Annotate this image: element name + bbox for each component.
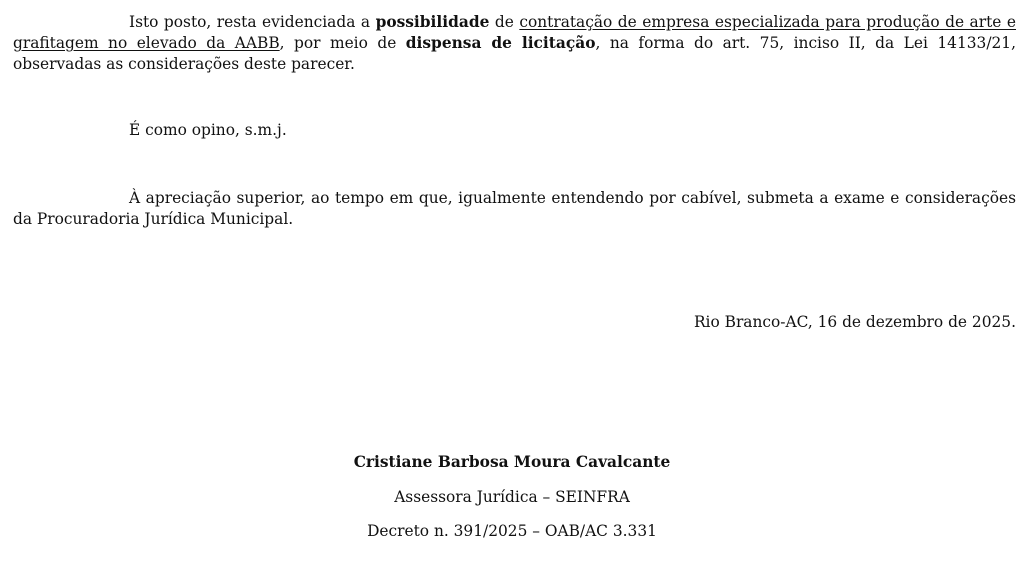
conclusion-text-1: Isto posto, resta evidenciada a	[129, 13, 376, 31]
signer-decree: Decreto n. 391/2025 – OAB/AC 3.331	[367, 522, 657, 540]
date-line: Rio Branco-AC, 16 de dezembro de 2025.	[693, 313, 1016, 331]
underlined-contract-object: contratação de empresa especializada para produção de arte e grafitagem no elevado da AABB	[13, 13, 1017, 52]
signer-name: Cristiane Barbosa Moura Cavalcante	[353, 453, 671, 471]
conclusion-text-2: de	[489, 13, 520, 31]
opinion-paragraph: É como opino, s.m.j.	[129, 121, 287, 139]
signer-role: Assessora Jurídica – SEINFRA	[394, 488, 630, 506]
bold-dispensa-licitacao: dispensa de licitação	[405, 34, 596, 52]
referral-paragraph: À apreciação superior, ao tempo em que, igualmente entendendo por cabível, submeta a exame e considerações da Procuradoria Jurídica Municipal.	[13, 189, 1016, 228]
conclusion-text-4: , na forma do art. 75, inciso II, da Lei 14133/21, observadas as considerações deste parecer.	[13, 34, 1016, 73]
bold-possibilidade: possibilidade	[375, 13, 490, 31]
conclusion-paragraph	[13, 12, 1016, 75]
conclusion-text-3: , por meio de	[279, 34, 406, 52]
